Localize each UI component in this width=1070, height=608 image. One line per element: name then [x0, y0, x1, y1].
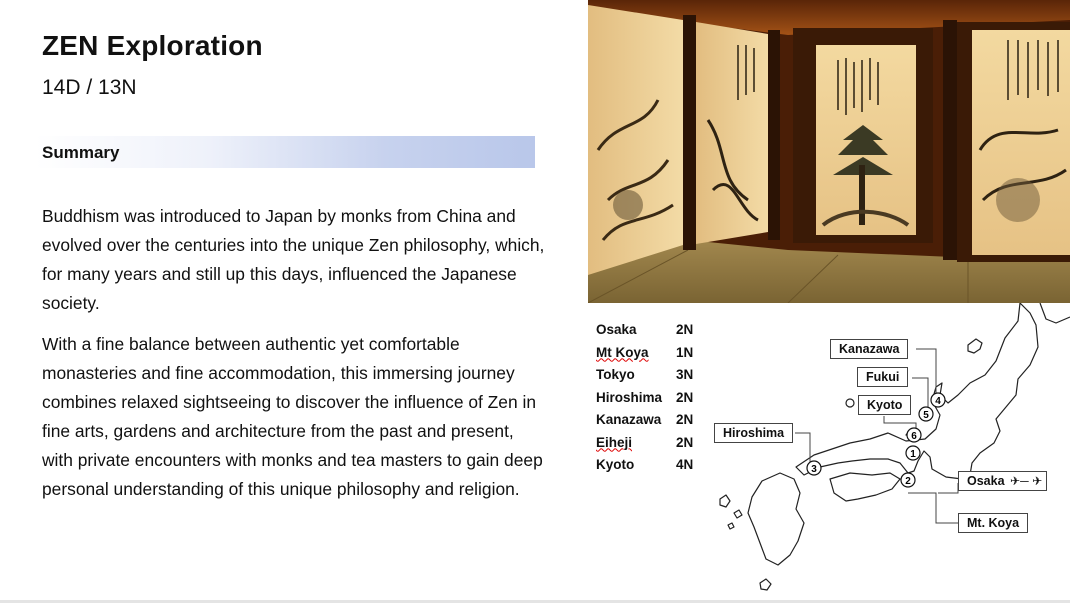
- map-label-fukui: Fukui: [857, 367, 908, 387]
- island-outline: [846, 399, 854, 407]
- stop-number: 1: [910, 449, 916, 460]
- summary-body: [42, 202, 547, 516]
- kyushu-outline: [748, 473, 804, 565]
- stop-number: 2: [905, 476, 911, 487]
- map-label-hiroshima: Hiroshima: [714, 423, 793, 443]
- itinerary-nights: 1N: [676, 344, 694, 360]
- itinerary-nights: 2N: [676, 322, 694, 337]
- stop-marker-6: [907, 428, 921, 442]
- summary-paragraph-2: With a fine balance between authentic yet comfortable monasteries and fine accommodation, this immersing journey combines relaxed sightseeing to discover the influence of Zen in fine arts, gardens and architecture from the past and present, with private encounters with monks and tea masters to gain deep personal understanding of this unique philosophy and religion.: [42, 334, 543, 499]
- itinerary-city: Kyoto: [596, 457, 635, 472]
- map-label-osaka: [958, 471, 1047, 491]
- japan-route-map: [700, 303, 1070, 603]
- itinerary-nights: 3N: [676, 367, 694, 382]
- page-title: ZEN Exploration: [42, 30, 263, 61]
- itinerary-table: [596, 322, 706, 480]
- island-outline: [728, 523, 734, 529]
- itinerary-city: Tokyo: [596, 367, 635, 382]
- stop-number: 3: [811, 464, 817, 475]
- stop-number: 4: [935, 396, 941, 407]
- stop-marker-1: [906, 446, 920, 460]
- itinerary-city: Kanazawa: [596, 412, 662, 427]
- airplane-takeoff-icon: ✈: [1032, 474, 1043, 488]
- itinerary-city: Hiroshima: [596, 389, 663, 405]
- stop-number: 5: [923, 410, 929, 421]
- summary-paragraph-1: Buddhism was introduced to Japan by monks from China and evolved over the centuries into the unique Zen philosophy, which, for many years and still up this days, influenced the Japanese society.: [42, 206, 545, 313]
- map-label-kyoto: Kyoto: [858, 395, 911, 415]
- island-outline: [968, 339, 982, 353]
- osaka-label-text: Osaka: [967, 474, 1005, 488]
- connector-line: [938, 483, 958, 493]
- airplane-landing-icon: ✈─: [1010, 474, 1029, 488]
- shikoku-outline: [830, 473, 900, 501]
- itinerary-row: [596, 322, 706, 345]
- summary-header-bar: [35, 136, 535, 168]
- stop-marker-4: [931, 393, 945, 407]
- map-label-mt-koya: Mt. Koya: [958, 513, 1028, 533]
- stop-marker-3: [807, 461, 821, 475]
- hokkaido-outline: [1040, 303, 1070, 323]
- trip-duration: 14D / 13N: [42, 76, 137, 99]
- itinerary-nights: 2N: [676, 389, 694, 405]
- connector-line: [912, 378, 928, 411]
- itinerary-nights: 2N: [676, 434, 694, 450]
- island-outline: [760, 579, 771, 590]
- itinerary-row: [596, 457, 706, 480]
- itinerary-row: [596, 412, 706, 435]
- island-outline: [720, 495, 730, 507]
- itinerary-row: [596, 367, 706, 390]
- itinerary-row: [596, 345, 706, 368]
- itinerary-nights: 4N: [676, 457, 694, 472]
- itinerary-row: [596, 435, 706, 458]
- stop-marker-5: [919, 407, 933, 421]
- connector-line: [908, 493, 958, 523]
- stop-number: 6: [911, 431, 917, 442]
- temple-fusuma-photo: [588, 0, 1070, 303]
- island-outline: [734, 510, 742, 518]
- itinerary-city: Osaka: [596, 322, 637, 337]
- summary-heading: Summary: [42, 143, 120, 162]
- map-label-kanazawa: Kanazawa: [830, 339, 908, 359]
- itinerary-row: [596, 390, 706, 413]
- stop-marker-2: [901, 473, 915, 487]
- connector-line: [916, 349, 936, 397]
- itinerary-nights: 2N: [676, 412, 694, 427]
- itinerary-city: Mt Koya: [596, 344, 649, 360]
- itinerary-city: Eiheji: [596, 434, 633, 450]
